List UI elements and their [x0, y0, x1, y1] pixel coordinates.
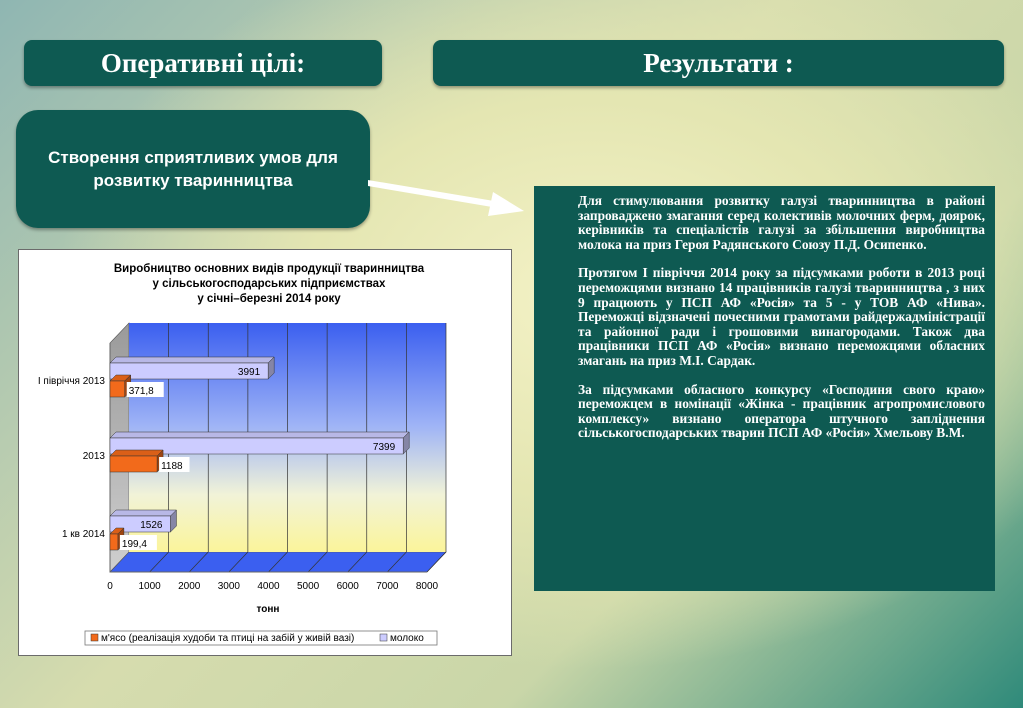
x-tick-label: 7000: [376, 581, 399, 592]
result-paragraph-3: За підсумками обласного конкурсу «Господиня свого краю» переможцем в номінації «Жінка - працівник агропромислового комплексу» визнано оператора штучного запліднення сільськогосподарських тварин ПСП АФ «Росія» Хмельову В.М.: [578, 381, 985, 441]
operational-goals-header: [24, 40, 382, 86]
milk-bar-top: [110, 510, 176, 516]
category-label: І півріччя 2013: [37, 376, 105, 387]
result-paragraph-1: Для стимулювання розвитку галузі тваринництва в районі запроваджено змагання серед колективів молочних ферм, доярок, керівників та спеціалістів галузі за збільшення виробництва молока на приз Героя Радянського Союзу П.Д. Осипенко.: [578, 193, 985, 252]
goal-box: [16, 110, 370, 228]
chart-title-line-3: у січні–березні 2014 року: [197, 293, 341, 305]
x-tick-label: 8000: [415, 581, 439, 592]
meat-data-label: 1188: [161, 461, 183, 472]
milk-data-label: 3991: [237, 367, 261, 378]
meat-data-label: 199,4: [121, 539, 147, 550]
meat-bar: [110, 534, 118, 550]
arrow-right-icon: [368, 172, 528, 222]
chart-title-line-1: Виробництво основних видів продукції тваринництва: [113, 263, 425, 275]
milk-bar-top: [110, 357, 274, 363]
legend-swatch-milk: [380, 634, 387, 641]
x-tick-label: 6000: [336, 581, 359, 592]
x-tick-label: 5000: [297, 581, 320, 592]
x-axis-label: тонн: [256, 604, 280, 615]
x-tick-label: 1000: [138, 581, 161, 592]
x-tick-label: 4000: [257, 581, 280, 592]
milk-bar-top: [110, 432, 409, 438]
results-panel: [534, 186, 995, 591]
category-labels: [38, 376, 106, 540]
result-paragraph-2: Протягом І півріччя 2014 року за підсумками роботи в 2013 році переможцями визнано 14 працівників галузі тваринництва , з них 9 працюють у ПСП АФ «Росія» та 5 - у ТОВ АФ «Нива». Переможці відзначені почесними грамотами райдержадміністрації та районної ради і грошовими винагородами. Також два працівники ПСП АФ «Росія» визнано переможцями обласних змагань на приз М.І. Сардак.: [578, 265, 985, 368]
legend-label-meat: м'ясо (реалізація худоби та птиці на забій у живій вазі): [101, 633, 355, 644]
milk-data-label: 7399: [372, 442, 396, 453]
x-tick-label: 2000: [178, 581, 201, 592]
goal-text: Створення сприятливих умов для розвитку тваринництва: [48, 148, 338, 190]
operational-goals-title: Оперативні цілі:: [100, 47, 306, 78]
x-tick-labels: [107, 581, 438, 592]
meat-data-label: 371,8: [128, 386, 154, 397]
x-tick-label: 3000: [217, 581, 240, 592]
milk-data-label: 1526: [140, 520, 163, 531]
meat-bar: [110, 456, 157, 472]
results-title: Результати :: [643, 47, 794, 78]
legend-label-milk: молоко: [390, 633, 424, 644]
category-label: 2013: [82, 451, 105, 462]
meat-bar-top: [110, 450, 163, 456]
meat-bar: [110, 381, 125, 397]
chart-svg: [19, 250, 513, 657]
category-label: 1 кв 2014: [61, 529, 105, 540]
chart-title-line-2: у сільськогосподарських підприємствах: [152, 278, 386, 290]
results-header: [433, 40, 1004, 86]
production-chart: [18, 249, 512, 656]
legend-swatch-meat: [91, 634, 98, 641]
x-tick-label: 0: [107, 581, 113, 592]
